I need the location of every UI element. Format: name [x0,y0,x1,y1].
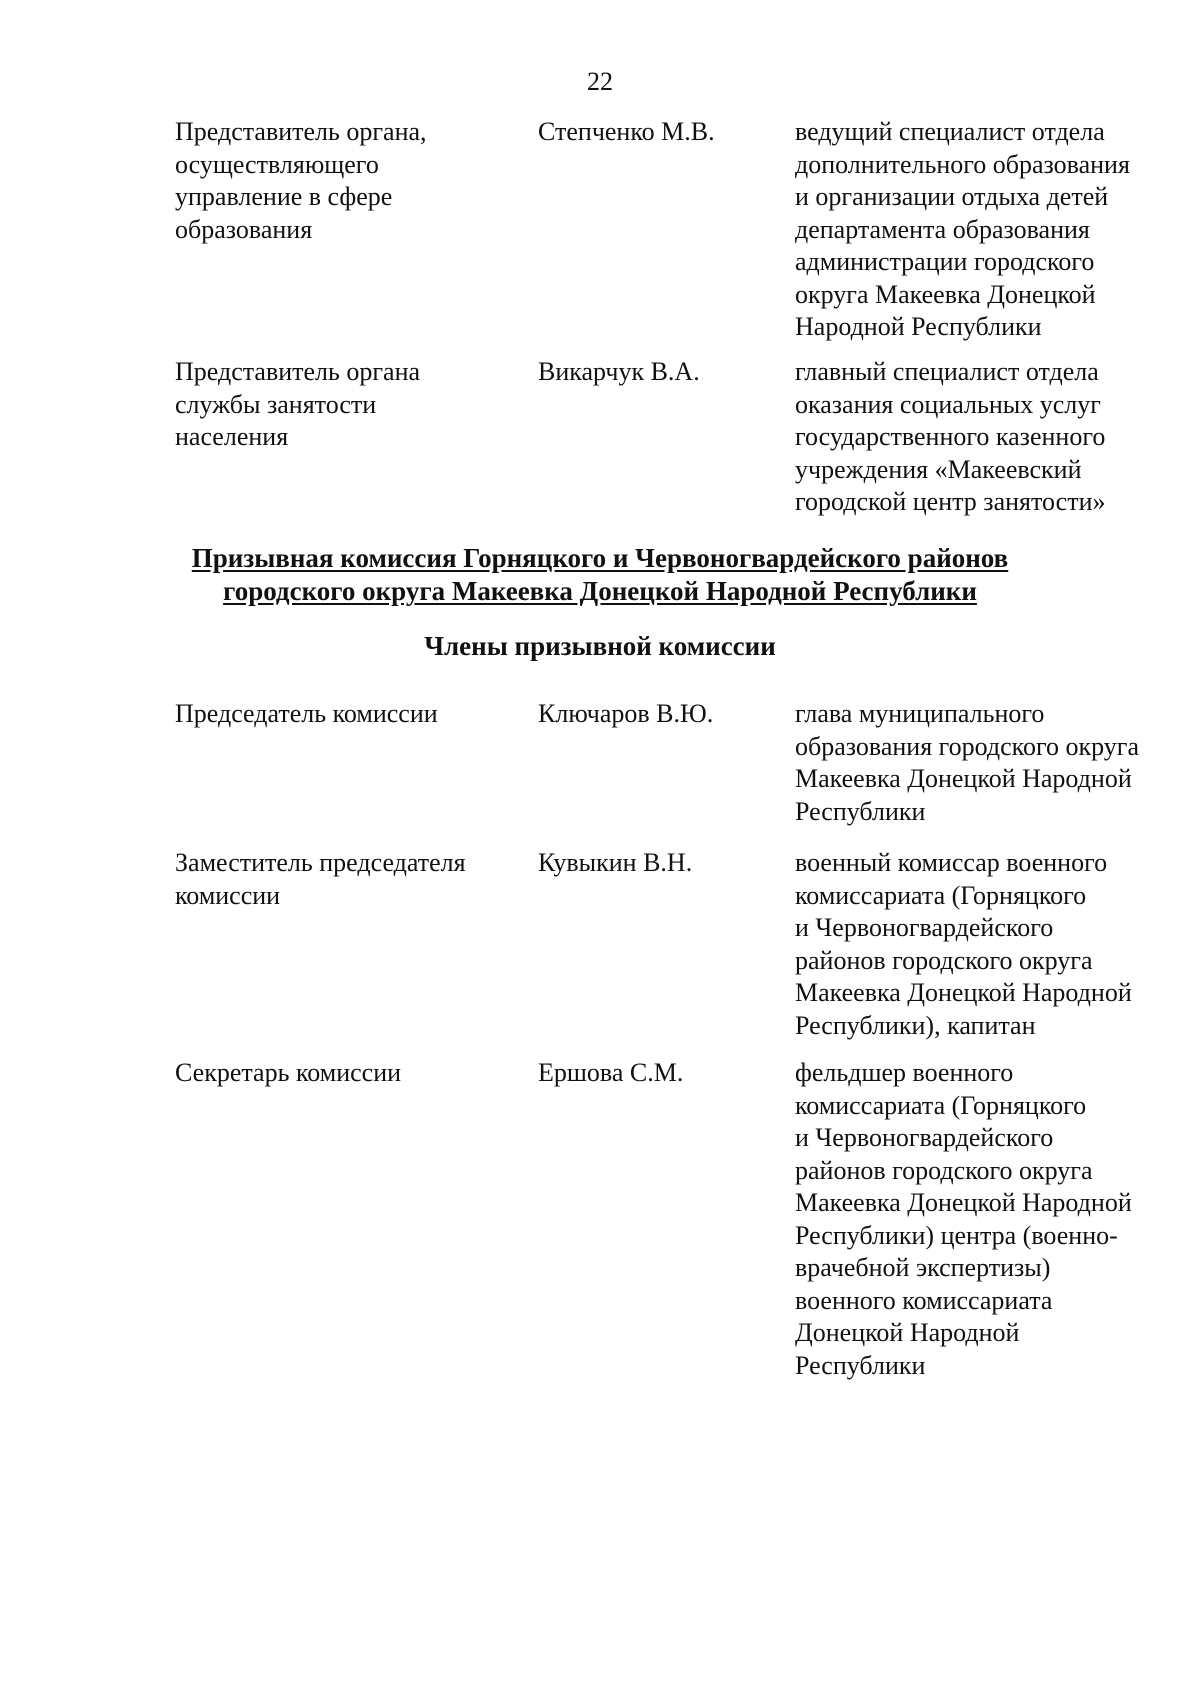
member-role: Секретарь комиссии [175,1058,402,1087]
member-row [175,1057,1185,1397]
member-role: Председатель комиссии [175,699,438,728]
member-row [175,356,1185,526]
member-role: Представитель органа службы занятости населения [175,357,421,451]
member-position: глава муниципального образования городского округа Макеевка Донецкой Народной Республики [795,699,1140,826]
member-position: фельдшер военного комиссариата (Горняцкого и Червоногвардейского районов городского округа Макеевка Донецкой Народной Республики) центра (военно- врачебной экспертизы) военного комиссариата Донецкой Народной Республики [795,1058,1132,1380]
member-name: Кувыкин В.Н. [538,848,693,877]
member-name: Ключаров В.Ю. [538,699,714,728]
member-name: Степченко М.В. [538,117,715,146]
member-role: Представитель органа, осуществляющего управление в сфере образования [175,117,427,244]
member-row [175,698,1185,838]
member-position: ведущий специалист отдела дополнительного образования и организации отдыха детей департамента образования администрации городского округа Макеевка Донецкой Народной Республики [795,117,1130,341]
member-name: Ершова С.М. [538,1058,684,1087]
member-row [175,116,1185,346]
member-row [175,847,1185,1047]
member-role: Заместитель председателя комиссии [175,848,466,910]
commission-heading: Призывная комиссия Горняцкого и Червоногвардейского районов городского округа Макеевка Донецкой Народной Республики [191,543,1009,606]
member-name: Викарчук В.А. [538,357,700,386]
page-number: 22 [587,67,613,96]
member-position: главный специалист отдела оказания социальных услуг государственного казенного учреждения «Макеевский городской центр занятости» [795,357,1106,516]
member-position: военный комиссар военного комиссариата (Горняцкого и Червоногвардейского районов городского округа Макеевка Донецкой Народной Республики), капитан [795,848,1132,1040]
members-subheading: Члены призывной комиссии [424,631,776,661]
